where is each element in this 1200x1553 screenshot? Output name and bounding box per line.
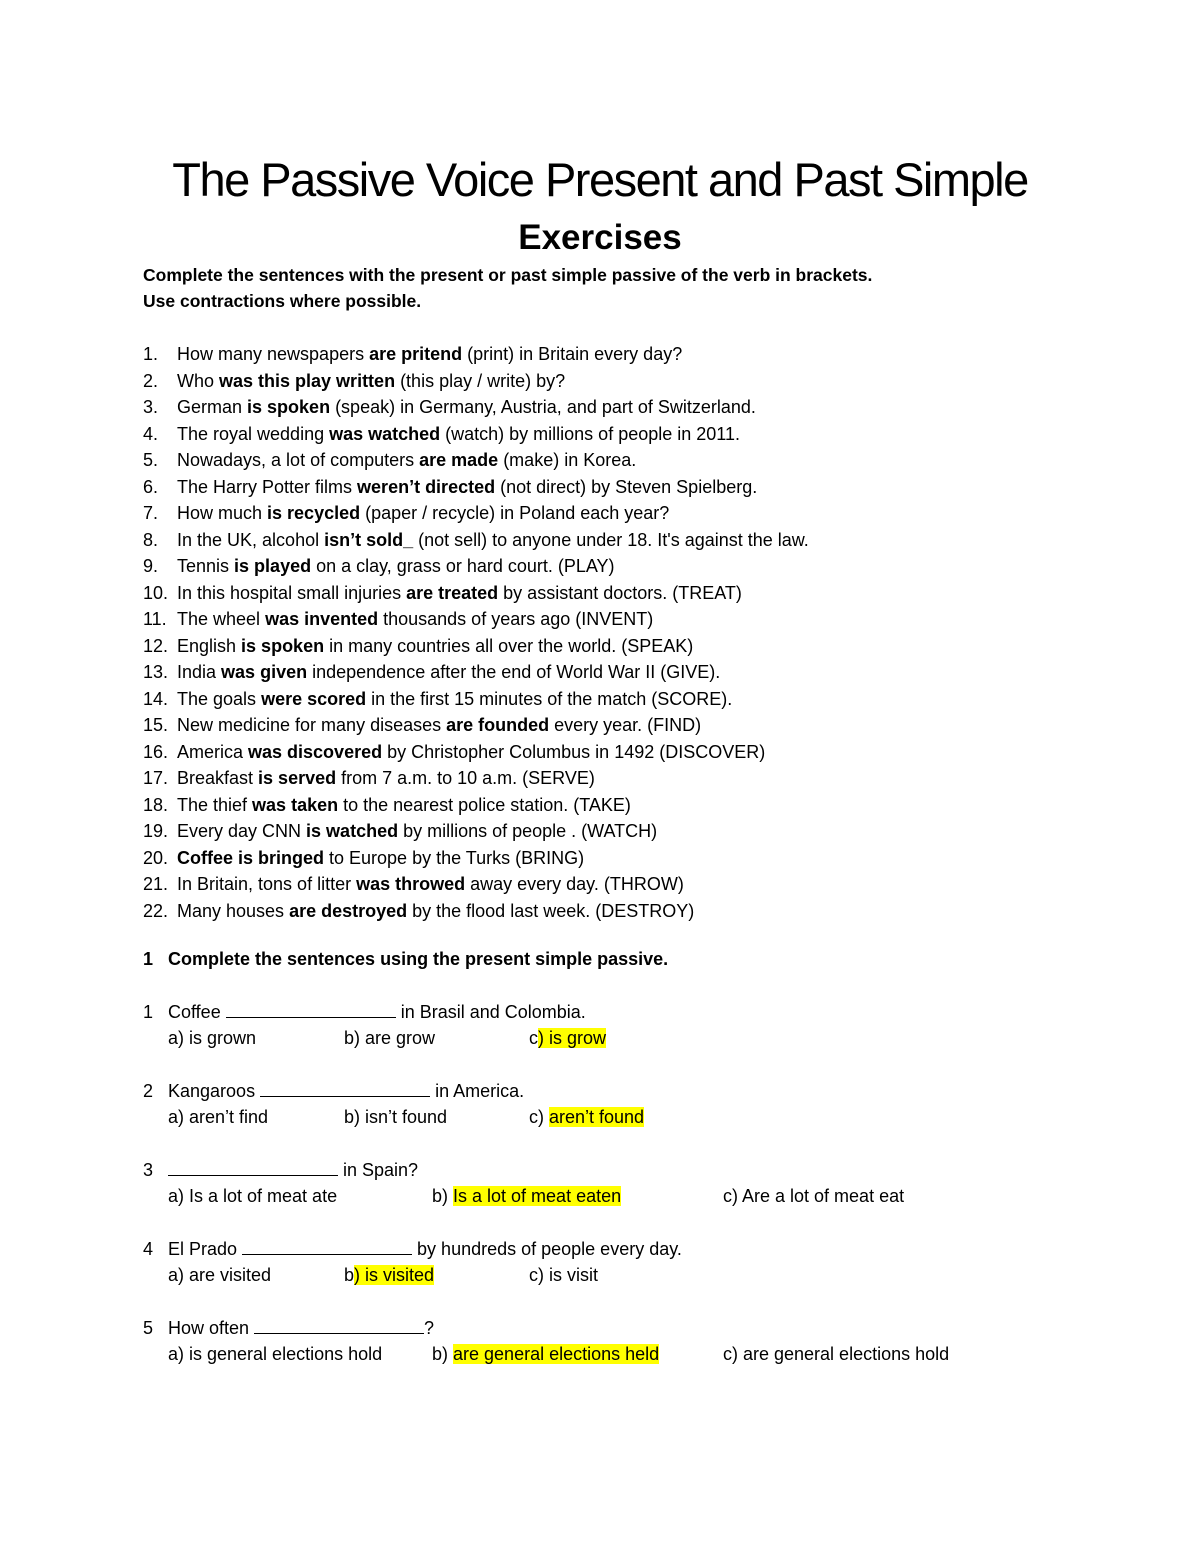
page-title: The Passive Voice Present and Past Simple — [172, 153, 1028, 206]
question-number: 5 — [143, 1318, 154, 1338]
exercise-sentence — [177, 765, 595, 792]
option-b-prefix: b) — [432, 1344, 454, 1364]
instruction-line-1: Complete the sentences with the present or past simple passive of the verb in brackets. — [143, 265, 873, 285]
answer-text: is watched — [306, 821, 399, 841]
exercise-number: 13. — [143, 662, 169, 682]
option-b — [432, 1183, 621, 1209]
exercise-number: 22. — [143, 900, 169, 921]
sentence-before: Breakfast — [177, 768, 259, 788]
question-stem — [168, 1315, 434, 1341]
sentence-before: India — [177, 662, 222, 682]
sentence-before: Who — [177, 370, 220, 391]
exercise-sentence — [177, 659, 720, 686]
sentence-after: (watch) by millions of people in 2011. — [440, 423, 740, 444]
page-subtitle: Exercises — [518, 218, 682, 257]
answer-text: are treated — [406, 582, 499, 603]
answer-blank — [254, 1315, 424, 1334]
exercise-number: 6. — [143, 476, 159, 497]
exercise-sentence — [177, 527, 809, 554]
sentence-after: (print) in Britain every day? — [462, 344, 683, 364]
option-c — [529, 1025, 606, 1051]
answer-text: isn’t sold_ — [324, 529, 414, 550]
question-stem — [168, 1157, 418, 1183]
option-c: c) is visit — [529, 1265, 598, 1285]
exercise-number: 2. — [143, 370, 159, 391]
option-b-prefix: b) — [432, 1186, 454, 1206]
option-c: c) Are a lot of meat eat — [723, 1186, 905, 1206]
question-stem — [168, 1236, 682, 1262]
option-c — [529, 1104, 644, 1130]
exercise-number: 3. — [143, 397, 159, 417]
option-c: c) are general elections hold — [723, 1344, 950, 1364]
sentence-before: America — [177, 741, 249, 762]
stem-text-after: ? — [424, 1318, 435, 1338]
exercise-sentence — [177, 553, 615, 580]
answer-blank — [226, 999, 396, 1018]
answer-blank — [168, 1157, 338, 1176]
exercise-number: 21. — [143, 874, 169, 894]
exercise-number: 14. — [143, 688, 169, 709]
question-stem — [168, 999, 586, 1025]
answer-text: weren’t directed — [357, 476, 496, 497]
exercise-sentence — [177, 421, 740, 448]
sentence-before: Tennis — [177, 556, 235, 576]
option-b-highlight: ) is visited — [354, 1265, 435, 1285]
exercise-sentence — [177, 845, 584, 872]
exercise-sentence — [177, 712, 701, 739]
answer-text: is spoken — [247, 397, 331, 417]
option-c-highlight: aren’t found — [549, 1107, 645, 1127]
sentence-after: by the flood last week. (DESTROY) — [407, 900, 695, 921]
sentence-before: The goals — [177, 688, 262, 709]
exercise-sentence — [177, 633, 693, 660]
stem-text-before: El Prado — [168, 1239, 243, 1259]
answer-text: was watched — [329, 423, 441, 444]
stem-text-after: in America. — [430, 1081, 525, 1101]
exercise-number: 16. — [143, 741, 169, 762]
exercise-number: 19. — [143, 821, 169, 841]
sentence-after: (not sell) to anyone under 18. It's against the law. — [413, 529, 809, 550]
option-b: b) isn’t found — [344, 1107, 448, 1127]
sentence-after: (make) in Korea. — [498, 450, 637, 470]
option-b — [344, 1262, 434, 1288]
exercise-sentence — [177, 739, 765, 766]
sentence-before: Many houses — [177, 900, 290, 921]
sentence-before: In the UK, alcohol — [177, 529, 325, 550]
option-b-prefix: b — [344, 1265, 355, 1285]
option-c-highlight: ) is grow — [538, 1028, 607, 1048]
answer-text: are pritend — [369, 344, 463, 364]
question-number: 2 — [143, 1081, 154, 1101]
sentence-after: independence after the end of World War II (GIVE). — [307, 662, 721, 682]
answer-text: were scored — [261, 688, 367, 709]
option-a: a) aren’t find — [168, 1107, 269, 1127]
sentence-before: The royal wedding — [177, 423, 330, 444]
sentence-before: German — [177, 397, 248, 417]
sentence-before: In Britain, tons of litter — [177, 874, 357, 894]
option-a: a) Is a lot of meat ate — [168, 1186, 338, 1206]
answer-text: is recycled — [267, 503, 361, 523]
exercise-sentence — [177, 580, 742, 607]
exercise-number: 17. — [143, 768, 169, 788]
answer-text: are founded — [446, 715, 550, 735]
exercise-sentence — [177, 898, 694, 925]
option-b-highlight: Is a lot of meat eaten — [453, 1186, 622, 1206]
section-number: 1 — [143, 949, 154, 969]
exercise-sentence — [177, 686, 732, 713]
sentence-after: (not direct) by Steven Spielberg. — [495, 476, 758, 497]
exercise-sentence — [177, 368, 565, 395]
sentence-before: New medicine for many diseases — [177, 715, 447, 735]
sentence-after: (this play / write) by? — [395, 370, 566, 391]
answer-text: was this play written — [219, 370, 396, 391]
stem-text-after: in Brasil and Colombia. — [395, 1002, 586, 1022]
sentence-before: Nowadays, a lot of computers — [177, 450, 420, 470]
sentence-after: by assistant doctors. (TREAT) — [498, 582, 742, 603]
question-number: 3 — [143, 1160, 154, 1180]
question-stem — [168, 1078, 524, 1104]
sentence-after: by Christopher Columbus in 1492 (DISCOVER) — [382, 741, 766, 762]
option-a: a) is general elections hold — [168, 1344, 383, 1364]
sentence-before: How much — [177, 503, 268, 523]
stem-text-after: in Spain? — [338, 1160, 419, 1180]
answer-text: is spoken — [241, 635, 325, 656]
option-a: a) are visited — [168, 1265, 272, 1285]
answer-text: Coffee is bringed — [177, 847, 325, 868]
exercise-number: 7. — [143, 503, 159, 523]
exercise-sentence — [177, 500, 669, 527]
sentence-before: Every day CNN — [177, 821, 307, 841]
sentence-before: In this hospital small injuries — [177, 582, 407, 603]
exercise-sentence — [177, 818, 657, 845]
sentence-after: in the first 15 minutes of the match (SCORE). — [366, 688, 733, 709]
sentence-before: The thief — [177, 794, 253, 815]
option-b-highlight: are general elections held — [453, 1344, 660, 1364]
question-number: 4 — [143, 1239, 154, 1259]
stem-text-before: How often — [168, 1318, 255, 1338]
answer-text: was throwed — [356, 874, 466, 894]
instruction-line-2: Use contractions where possible. — [143, 291, 422, 311]
sentence-after: away every day. (THROW) — [465, 874, 684, 894]
option-a: a) is grown — [168, 1028, 257, 1048]
exercise-sentence — [177, 871, 684, 898]
exercise-number: 15. — [143, 715, 169, 735]
option-c-prefix: c) — [529, 1107, 549, 1127]
exercise-number: 8. — [143, 529, 159, 550]
sentence-before: English — [177, 635, 242, 656]
exercise-sentence — [177, 792, 631, 819]
sentence-before: How many newspapers — [177, 344, 370, 364]
answer-text: was invented — [265, 609, 379, 629]
sentence-after: to the nearest police station. (TAKE) — [338, 794, 631, 815]
exercise-sentence — [177, 606, 653, 633]
sentence-after: (speak) in Germany, Austria, and part of Switzerland. — [330, 397, 756, 417]
sentence-before: The wheel — [177, 609, 266, 629]
exercise-number: 4. — [143, 423, 159, 444]
answer-text: was given — [221, 662, 308, 682]
answer-text: is served — [258, 768, 337, 788]
sentence-after: by millions of people . (WATCH) — [398, 821, 658, 841]
sentence-after: every year. (FIND) — [549, 715, 702, 735]
exercise-number: 10. — [143, 582, 169, 603]
exercise-number: 18. — [143, 794, 169, 815]
exercise-number: 5. — [143, 450, 159, 470]
sentence-before: The Harry Potter films — [177, 476, 358, 497]
exercise-sentence — [177, 447, 636, 474]
answer-text: are destroyed — [289, 900, 408, 921]
exercise-number: 9. — [143, 556, 159, 576]
answer-text: is played — [234, 556, 312, 576]
answer-text: are made — [419, 450, 499, 470]
stem-text-before: Coffee — [168, 1002, 226, 1022]
sentence-after: (paper / recycle) in Poland each year? — [360, 503, 670, 523]
answer-blank — [242, 1236, 412, 1255]
sentence-after: on a clay, grass or hard court. (PLAY) — [311, 556, 615, 576]
option-b — [432, 1341, 659, 1367]
exercise-number: 12. — [143, 635, 169, 656]
exercise-sentence — [177, 474, 757, 501]
sentence-after: to Europe by the Turks (BRING) — [324, 847, 585, 868]
option-b: b) are grow — [344, 1028, 436, 1048]
sentence-after: in many countries all over the world. (SPEAK) — [324, 635, 694, 656]
section-title: Complete the sentences using the present simple passive. — [168, 949, 669, 969]
exercise-sentence — [177, 394, 756, 421]
answer-blank — [260, 1078, 430, 1097]
sentence-after: thousands of years ago (INVENT) — [378, 609, 654, 629]
answer-text: was discovered — [248, 741, 383, 762]
option-c-prefix: c — [529, 1028, 538, 1048]
exercise-number: 11. — [143, 609, 167, 629]
exercise-sentence — [177, 341, 682, 368]
stem-text-after: by hundreds of people every day. — [412, 1239, 682, 1259]
exercise-number: 1. — [143, 344, 159, 364]
exercise-number: 20. — [143, 847, 169, 868]
stem-text-before: Kangaroos — [168, 1081, 261, 1101]
question-number: 1 — [143, 1002, 154, 1022]
sentence-after: from 7 a.m. to 10 a.m. (SERVE) — [336, 768, 595, 788]
answer-text: was taken — [252, 794, 339, 815]
